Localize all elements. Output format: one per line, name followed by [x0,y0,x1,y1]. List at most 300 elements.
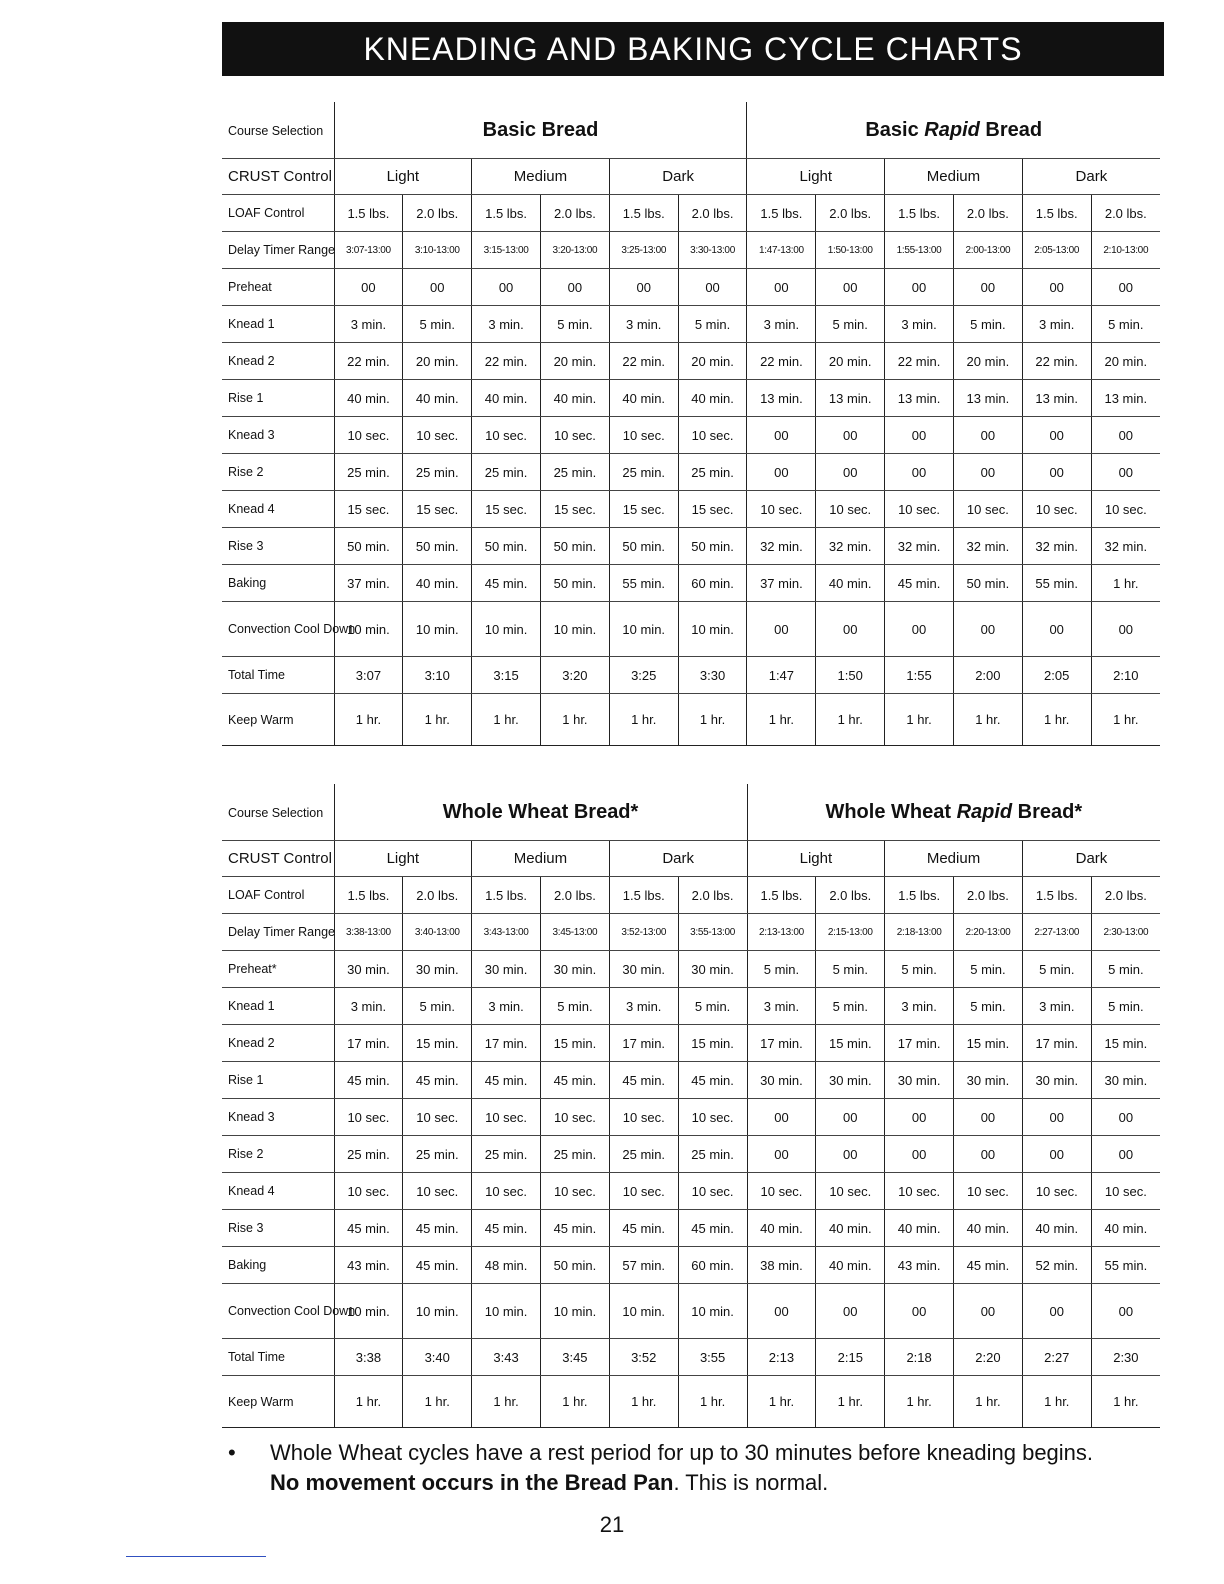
crust-control-row [222,159,1160,195]
table-cell: 45 min. [472,1062,541,1099]
row-label: Knead 4 [222,1173,334,1210]
table-cell: 10 sec. [403,417,472,454]
row-label: Knead 3 [222,417,334,454]
table-row [222,1025,1160,1062]
crust-level: Dark [1022,159,1160,195]
table-cell: 25 min. [540,1136,609,1173]
table-cell: 00 [747,454,816,491]
crust-level: Dark [609,159,747,195]
table-cell: 1 hr. [678,1376,747,1428]
crust-level: Medium [885,841,1023,877]
table-cell: 45 min. [334,1062,403,1099]
table-cell: 1:50 [816,657,885,694]
table-cell: 5 min. [816,951,885,988]
row-label: LOAF Control [222,877,334,914]
table-row [222,1210,1160,1247]
table-cell: 5 min. [816,306,885,343]
table-cell: 50 min. [334,528,403,565]
table-cell: 40 min. [472,380,541,417]
table-cell: 30 min. [678,951,747,988]
row-label: Delay Timer Range [222,914,334,951]
table-cell: 15 sec. [472,491,541,528]
table-cell: 00 [1022,1099,1091,1136]
table-cell: 45 min. [403,1247,472,1284]
table-cell: 13 min. [885,380,954,417]
table-cell: 3:45 [540,1339,609,1376]
course-heading [747,784,1160,841]
table-cell: 40 min. [609,380,678,417]
table-row [222,195,1160,232]
table-cell: 2:30-13:00 [1091,914,1160,951]
table-cell: 2:27 [1022,1339,1091,1376]
table-cell: 3 min. [747,306,816,343]
table-cell: 00 [885,417,954,454]
table-cell: 5 min. [678,988,747,1025]
table-cell: 45 min. [540,1210,609,1247]
table-cell: 1 hr. [1022,694,1091,746]
table-cell: 10 min. [334,602,403,657]
table-cell: 30 min. [472,951,541,988]
table-cell: 00 [1022,1136,1091,1173]
table-cell: 00 [885,1284,954,1339]
table-cell: 2:20 [954,1339,1023,1376]
table-cell: 40 min. [816,1210,885,1247]
table-cell: 00 [816,602,885,657]
table-cell: 50 min. [540,1247,609,1284]
table-cell: 60 min. [678,565,747,602]
table-cell: 00 [816,1099,885,1136]
table-cell: 50 min. [403,528,472,565]
table-cell: 5 min. [816,988,885,1025]
table-row [222,602,1160,657]
table-cell: 50 min. [540,528,609,565]
course-heading: Whole Wheat Bread* [334,784,747,841]
table-cell: 22 min. [747,343,816,380]
table-cell: 00 [1091,269,1160,306]
table-cell: 40 min. [540,380,609,417]
table-row [222,306,1160,343]
table-cell: 2:15-13:00 [816,914,885,951]
table-row [222,1062,1160,1099]
table-cell: 13 min. [816,380,885,417]
table-cell: 3 min. [334,988,403,1025]
table-cell: 40 min. [403,565,472,602]
table-cell: 10 sec. [609,1173,678,1210]
table-cell: 10 min. [678,1284,747,1339]
table-row [222,877,1160,914]
row-label: Total Time [222,1339,334,1376]
table-cell: 52 min. [1022,1247,1091,1284]
table-cell: 2.0 lbs. [540,195,609,232]
table-cell: 3:52-13:00 [609,914,678,951]
table-cell: 10 sec. [403,1099,472,1136]
table-cell: 2:30 [1091,1339,1160,1376]
table-cell: 20 min. [678,343,747,380]
table-cell: 10 sec. [1022,491,1091,528]
table-cell: 30 min. [1091,1062,1160,1099]
table-cell: 5 min. [954,951,1023,988]
table-cell: 2.0 lbs. [403,195,472,232]
table-row [222,343,1160,380]
bullet-icon: • [228,1440,236,1465]
table-cell: 1 hr. [472,694,541,746]
course-heading-part: Whole Wheat [825,800,957,823]
table-cell: 5 min. [403,306,472,343]
table-cell: 00 [953,454,1022,491]
table-cell: 48 min. [472,1247,541,1284]
table-cell: 15 sec. [678,491,747,528]
table-cell: 10 sec. [403,1173,472,1210]
table-cell: 1.5 lbs. [1022,877,1091,914]
basic-bread-cycle-table [222,102,1160,746]
table-cell: 3 min. [472,988,541,1025]
table-cell: 00 [609,269,678,306]
table-row [222,269,1160,306]
table-cell: 3:20-13:00 [540,232,609,269]
table-cell: 30 min. [885,1062,954,1099]
table-cell: 10 min. [540,1284,609,1339]
crust-level: Medium [472,841,610,877]
table-cell: 10 sec. [1022,1173,1091,1210]
table-cell: 00 [1091,1284,1160,1339]
table-cell: 00 [1022,417,1091,454]
table-cell: 00 [885,454,954,491]
table-cell: 2.0 lbs. [678,877,747,914]
table-cell: 3:25-13:00 [609,232,678,269]
row-label: Baking [222,1247,334,1284]
table-cell: 5 min. [1091,988,1160,1025]
table-cell: 10 sec. [1091,491,1160,528]
table-cell: 1 hr. [609,694,678,746]
row-label: Baking [222,565,334,602]
table-cell: 10 sec. [609,417,678,454]
table-cell: 40 min. [678,380,747,417]
table-cell: 43 min. [885,1247,954,1284]
table-cell: 10 min. [609,602,678,657]
table-cell: 1.5 lbs. [609,195,678,232]
table-cell: 30 min. [816,1062,885,1099]
table-cell: 3 min. [1022,306,1091,343]
table-cell: 45 min. [334,1210,403,1247]
table-cell: 25 min. [403,454,472,491]
table-cell: 3:40 [403,1339,472,1376]
row-label: Keep Warm [222,1376,334,1428]
table-cell: 00 [885,602,954,657]
table-cell: 10 min. [678,602,747,657]
table-cell: 1.5 lbs. [885,195,954,232]
table-cell: 00 [472,269,541,306]
table-cell: 3:30 [678,657,747,694]
table-cell: 3:38-13:00 [334,914,403,951]
row-label: Knead 3 [222,1099,334,1136]
table-cell: 32 min. [816,528,885,565]
table-cell: 55 min. [1022,565,1091,602]
table-cell: 3:30-13:00 [678,232,747,269]
row-label: Convection Cool Down [222,1284,334,1339]
table-cell: 10 sec. [885,491,954,528]
table-cell: 10 sec. [747,1173,816,1210]
crust-level: Medium [472,159,610,195]
table-cell: 5 min. [1022,951,1091,988]
table-cell: 45 min. [678,1210,747,1247]
row-label: Preheat* [222,951,334,988]
table-cell: 2:05-13:00 [1022,232,1091,269]
table-cell: 13 min. [1091,380,1160,417]
row-label: Rise 2 [222,454,334,491]
table-cell: 10 sec. [1091,1173,1160,1210]
table-cell: 22 min. [334,343,403,380]
table-cell: 32 min. [1022,528,1091,565]
table-cell: 10 sec. [885,1173,954,1210]
table-cell: 40 min. [954,1210,1023,1247]
table-cell: 30 min. [1022,1062,1091,1099]
table-cell: 1.5 lbs. [747,195,816,232]
table-cell: 40 min. [816,1247,885,1284]
table-cell: 10 sec. [472,1099,541,1136]
row-label: Knead 4 [222,491,334,528]
table-cell: 1 hr. [540,694,609,746]
table-row [222,914,1160,951]
table-cell: 00 [1022,269,1091,306]
table-cell: 00 [1022,602,1091,657]
table-cell: 00 [954,1284,1023,1339]
table-cell: 10 sec. [334,1173,403,1210]
table-cell: 00 [1091,1136,1160,1173]
table-cell: 3:07-13:00 [334,232,403,269]
course-selection-row [222,784,1160,841]
table-cell: 55 min. [609,565,678,602]
footer-rule [126,1556,266,1557]
table-cell: 20 min. [403,343,472,380]
table-cell: 00 [747,1284,816,1339]
crust-level: Medium [885,159,1023,195]
table-cell: 60 min. [678,1247,747,1284]
table-cell: 17 min. [1022,1025,1091,1062]
table-cell: 10 sec. [953,491,1022,528]
table-cell: 45 min. [403,1062,472,1099]
table-row [222,380,1160,417]
table-cell: 5 min. [954,988,1023,1025]
table-cell: 50 min. [472,528,541,565]
table-cell: 2:13-13:00 [747,914,816,951]
table-row [222,657,1160,694]
row-label: Knead 2 [222,343,334,380]
table-cell: 00 [954,1099,1023,1136]
table-cell: 10 sec. [609,1099,678,1136]
table-cell: 45 min. [472,565,541,602]
table-cell: 45 min. [540,1062,609,1099]
table-cell: 2:00-13:00 [953,232,1022,269]
table-cell: 00 [1091,417,1160,454]
table-cell: 00 [747,602,816,657]
table-cell: 10 sec. [816,491,885,528]
table-cell: 1.5 lbs. [334,195,403,232]
crust-level: Light [334,841,472,877]
table-cell: 10 min. [403,602,472,657]
table-cell: 2:15 [816,1339,885,1376]
crust-control-row [222,841,1160,877]
table-cell: 15 sec. [403,491,472,528]
crust-level: Light [334,159,472,195]
table-cell: 1 hr. [954,1376,1023,1428]
table-cell: 20 min. [816,343,885,380]
table-cell: 15 min. [540,1025,609,1062]
table-row [222,1284,1160,1339]
crust-control-label: CRUST Control [222,841,334,877]
table-row [222,232,1160,269]
table-cell: 17 min. [472,1025,541,1062]
table-cell: 15 min. [954,1025,1023,1062]
table-row [222,565,1160,602]
table-cell: 45 min. [472,1210,541,1247]
table-cell: 25 min. [472,1136,541,1173]
table-cell: 00 [1091,1099,1160,1136]
table-cell: 1:50-13:00 [816,232,885,269]
row-label: Keep Warm [222,694,334,746]
table-cell: 1:55-13:00 [885,232,954,269]
table-cell: 10 sec. [334,417,403,454]
table-cell: 00 [678,269,747,306]
table-cell: 10 min. [472,602,541,657]
course-heading-part: Basic [865,118,925,141]
table-cell: 1 hr. [816,1376,885,1428]
table-cell: 2.0 lbs. [403,877,472,914]
row-label: Knead 1 [222,306,334,343]
table-cell: 00 [953,602,1022,657]
table-cell: 3:25 [609,657,678,694]
table-cell: 2:18 [885,1339,954,1376]
table-cell: 10 sec. [954,1173,1023,1210]
table-cell: 1.5 lbs. [334,877,403,914]
table-cell: 20 min. [1091,343,1160,380]
table-cell: 00 [747,417,816,454]
table-cell: 25 min. [609,454,678,491]
table-cell: 00 [334,269,403,306]
table-cell: 25 min. [472,454,541,491]
table-cell: 3:07 [334,657,403,694]
table-cell: 2.0 lbs. [540,877,609,914]
table-cell: 32 min. [747,528,816,565]
table-row [222,1099,1160,1136]
page-number: 21 [599,1512,625,1537]
table-cell: 43 min. [334,1247,403,1284]
table-cell: 1.5 lbs. [885,877,954,914]
table-cell: 1 hr. [334,1376,403,1428]
table-cell: 00 [747,269,816,306]
table-cell: 10 sec. [540,1099,609,1136]
table-cell: 3:55-13:00 [678,914,747,951]
table-cell: 15 min. [816,1025,885,1062]
table-row [222,1173,1160,1210]
table-cell: 1 hr. [885,694,954,746]
table-cell: 13 min. [747,380,816,417]
whole-wheat-cycle-table [222,784,1160,1428]
table-cell: 1 hr. [472,1376,541,1428]
row-label: LOAF Control [222,195,334,232]
table-row [222,491,1160,528]
table-cell: 30 min. [540,951,609,988]
table-cell: 1.5 lbs. [747,877,816,914]
table-cell: 00 [953,417,1022,454]
table-cell: 1 hr. [747,1376,816,1428]
table-cell: 10 min. [540,602,609,657]
table-cell: 45 min. [954,1247,1023,1284]
table-row [222,417,1160,454]
table-cell: 25 min. [609,1136,678,1173]
table-cell: 10 sec. [334,1099,403,1136]
table-cell: 50 min. [678,528,747,565]
table-cell: 50 min. [540,565,609,602]
table-cell: 00 [816,1284,885,1339]
table-cell: 5 min. [885,951,954,988]
table-cell: 10 sec. [472,417,541,454]
table-cell: 37 min. [747,565,816,602]
table-cell: 17 min. [885,1025,954,1062]
course-heading [747,102,1160,159]
table-cell: 1 hr. [403,694,472,746]
row-label: Delay Timer Range [222,232,334,269]
table-row [222,694,1160,746]
table-cell: 3:10 [403,657,472,694]
table-cell: 00 [747,1136,816,1173]
row-label: Rise 1 [222,380,334,417]
table-cell: 00 [1022,1284,1091,1339]
table-cell: 00 [540,269,609,306]
page-title: KNEADING AND BAKING CYCLE CHARTS [222,22,1164,76]
course-heading-italic: Rapid [924,118,980,141]
table-cell: 2.0 lbs. [953,195,1022,232]
table-cell: 3:45-13:00 [540,914,609,951]
crust-level: Dark [1022,841,1160,877]
table-cell: 1 hr. [334,694,403,746]
table-cell: 10 sec. [747,491,816,528]
table-cell: 3 min. [885,306,954,343]
table-cell: 00 [1022,454,1091,491]
table-cell: 1.5 lbs. [609,877,678,914]
table-cell: 3 min. [885,988,954,1025]
table-cell: 25 min. [403,1136,472,1173]
table-cell: 40 min. [747,1210,816,1247]
crust-level: Light [747,841,885,877]
crust-level: Dark [609,841,747,877]
table-cell: 1 hr. [403,1376,472,1428]
table-cell: 40 min. [403,380,472,417]
table-row [222,1376,1160,1428]
table-cell: 3:43-13:00 [472,914,541,951]
table-cell: 30 min. [403,951,472,988]
course-heading-part: Bread* [1012,800,1083,823]
table-cell: 00 [816,454,885,491]
table-cell: 38 min. [747,1247,816,1284]
table-cell: 37 min. [334,565,403,602]
table-cell: 10 min. [472,1284,541,1339]
table-cell: 00 [953,269,1022,306]
table-cell: 3:55 [678,1339,747,1376]
table-cell: 13 min. [953,380,1022,417]
table-cell: 32 min. [953,528,1022,565]
table-cell: 15 min. [403,1025,472,1062]
table-cell: 2:20-13:00 [954,914,1023,951]
table-cell: 5 min. [678,306,747,343]
table-cell: 2.0 lbs. [816,195,885,232]
table-cell: 25 min. [678,1136,747,1173]
table-cell: 5 min. [953,306,1022,343]
table-cell: 3 min. [1022,988,1091,1025]
table-cell: 22 min. [609,343,678,380]
table-cell: 40 min. [334,380,403,417]
table-cell: 10 sec. [816,1173,885,1210]
table-cell: 2:10-13:00 [1091,232,1160,269]
